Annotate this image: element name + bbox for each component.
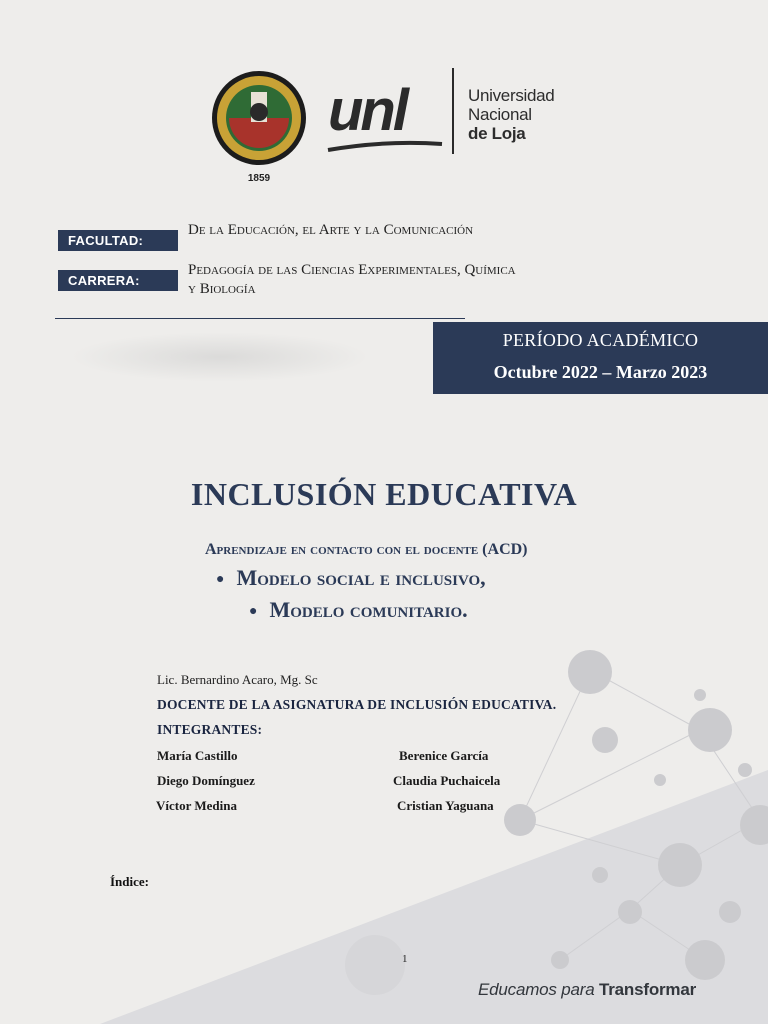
bullet-dot-icon: ●	[249, 603, 258, 619]
carrera-value-line-1: Pedagogía de las Ciencias Experimentales, Química	[188, 262, 516, 278]
teacher-name: Lic. Bernardino Acaro, Mg. Sc	[157, 672, 318, 687]
period-label: PERÍODO ACADÉMICO	[502, 330, 699, 350]
slogan-light: Educamos para	[478, 980, 595, 999]
facultad-value: De la Educación, el Arte y la Comunicación	[188, 222, 474, 238]
member-name: Cristian Yaguana	[397, 798, 494, 813]
index-heading: Índice:	[110, 874, 149, 889]
academic-period-box	[433, 322, 768, 394]
faded-smudge	[70, 332, 370, 382]
members-label: INTEGRANTES:	[157, 722, 263, 737]
document-title: INCLUSIÓN EDUCATIVA	[190, 476, 578, 512]
seal-year: 1859	[247, 173, 271, 184]
member-name: Diego Domínguez	[157, 773, 255, 788]
carrera-value-line-2: y Biología	[188, 281, 256, 297]
topic-text: Modelo social e inclusivo,	[236, 565, 486, 590]
slogan	[478, 980, 696, 1000]
carrera-value	[188, 261, 628, 299]
carrera-tag: CARRERA:	[58, 270, 178, 291]
university-seal-logo	[205, 68, 313, 186]
topic-bullet	[216, 565, 486, 591]
header-rule	[55, 318, 465, 319]
member-name: Claudia Puchaicela	[393, 773, 501, 788]
topic-bullet	[249, 597, 468, 623]
university-name-line-1: Universidad	[468, 86, 555, 105]
university-name	[468, 86, 554, 143]
logo-divider	[452, 68, 454, 154]
unl-wordmark-text: unl	[328, 78, 406, 143]
university-name-line-3: de Loja	[468, 124, 526, 143]
member-name: Berenice García	[399, 748, 489, 763]
member-name: Víctor Medina	[156, 798, 237, 813]
document-subtitle: Aprendizaje en contacto con el docente (ACD)	[205, 541, 528, 558]
background-decoration	[0, 620, 768, 1024]
topic-text: Modelo comunitario.	[269, 597, 468, 622]
period-value: Octubre 2022 – Marzo 2023	[493, 362, 708, 382]
bullet-dot-icon: ●	[216, 571, 225, 587]
facultad-tag: FACULTAD:	[58, 230, 178, 251]
unl-wordmark-logo	[326, 72, 444, 160]
page-number: 1	[402, 953, 408, 965]
slogan-bold: Transformar	[599, 980, 697, 999]
member-name: María Castillo	[157, 748, 238, 763]
university-name-line-2: Nacional	[468, 105, 532, 124]
teacher-role: DOCENTE DE LA ASIGNATURA DE INCLUSIÓN EDUCATIVA.	[157, 697, 557, 712]
